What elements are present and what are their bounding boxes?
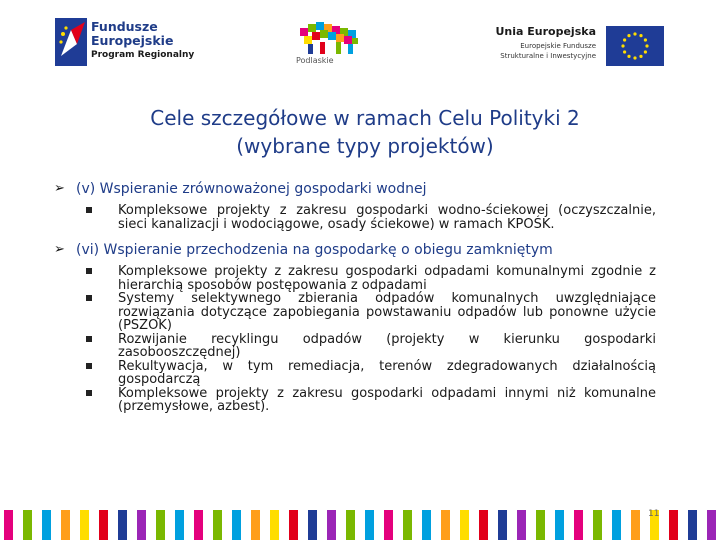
- decorative-stripe: [460, 510, 469, 540]
- bison-icon: [292, 18, 374, 58]
- unia-europejska-logo: [488, 24, 668, 70]
- list-item-text: Kompleksowe projekty z zakresu gospodarki odpadami innymi niż komunalne (przemysłowe, azbest).: [118, 385, 656, 414]
- section-heading-text: (v) Wspieranie zrównoważonej gospodarki wodnej: [76, 181, 427, 197]
- decorative-stripe: [498, 510, 507, 540]
- fe-logo-line1: Fundusze: [91, 19, 158, 34]
- square-bullet-icon: [86, 207, 92, 213]
- decorative-stripe: [80, 510, 89, 540]
- decorative-stripe: [175, 510, 184, 540]
- list-item-text: Kompleksowe projekty z zakresu gospodarki odpadami komunalnymi zgodnie z hierarchią sposobów postępowania z odpadami: [118, 264, 656, 293]
- decorative-stripe: [555, 510, 564, 540]
- ue-logo-line3: Strukturalne i Inwestycyjne: [500, 52, 596, 60]
- decorative-stripe: [517, 510, 526, 540]
- decorative-stripe: [232, 510, 241, 540]
- decorative-stripe: [593, 510, 602, 540]
- arrow-bullet-icon: ➢: [54, 242, 65, 257]
- decorative-color-strip: [0, 508, 720, 540]
- fe-logo-line3: Program Regionalny: [91, 50, 195, 60]
- list-item-text: Kompleksowe projekty z zakresu gospodarki wodno-ściekowej (oczyszczalnie, sieci kanalizacji i wodociągowe, osady ściekowe) w ramach KPOŚK.: [118, 203, 656, 232]
- list-item: [48, 333, 656, 360]
- decorative-stripe: [23, 510, 32, 540]
- section-v-list: [48, 204, 656, 231]
- decorative-stripe: [42, 510, 51, 540]
- podlaskie-label: Podlaskie: [296, 56, 334, 65]
- decorative-stripe: [707, 510, 716, 540]
- decorative-stripe: [270, 510, 279, 540]
- header: [0, 0, 720, 95]
- list-item: [48, 265, 656, 292]
- ue-logo-line2: Europejskie Fundusze: [520, 42, 596, 50]
- decorative-stripe: [365, 510, 374, 540]
- fundusze-europejskie-logo: [55, 18, 195, 70]
- section-heading-text: (vi) Wspieranie przechodzenia na gospodarkę o obiegu zamkniętym: [76, 242, 553, 258]
- decorative-stripe: [574, 510, 583, 540]
- decorative-stripe: [327, 510, 336, 540]
- decorative-stripe: [194, 510, 203, 540]
- ue-logo-text: [466, 27, 596, 61]
- decorative-stripe: [308, 510, 317, 540]
- decorative-stripe: [346, 510, 355, 540]
- list-item-text: Systemy selektywnego zbierania odpadów komunalnych uwzględniające rozwiązania dotyczące zapobiegania powstawaniu odpadów lub ponowne użycie (PSZOK): [118, 291, 656, 333]
- decorative-stripe: [403, 510, 412, 540]
- decorative-stripe: [612, 510, 621, 540]
- list-item-text: Rozwijanie recyklingu odpadów (projekty w kierunku gospodarki zasobooszczędnej): [118, 331, 656, 360]
- fe-logo-line2: Europejskie: [91, 33, 174, 48]
- list-item: [48, 204, 656, 231]
- arrow-bullet-icon: ➢: [54, 181, 65, 196]
- section-heading-v: [48, 180, 656, 198]
- page-number: 11: [648, 509, 660, 519]
- decorative-stripe: [536, 510, 545, 540]
- title-line2: (wybrane typy projektów): [236, 134, 494, 158]
- decorative-stripe: [479, 510, 488, 540]
- decorative-stripe: [213, 510, 222, 540]
- decorative-stripe: [251, 510, 260, 540]
- list-item: [48, 387, 656, 414]
- decorative-stripe: [669, 510, 678, 540]
- square-bullet-icon: [86, 363, 92, 369]
- title-line1: Cele szczegółowe w ramach Celu Polityki 2: [150, 106, 580, 130]
- decorative-stripe: [384, 510, 393, 540]
- decorative-stripe: [4, 510, 13, 540]
- decorative-stripe: [61, 510, 70, 540]
- content: [48, 180, 656, 422]
- list-item: [48, 292, 656, 333]
- square-bullet-icon: [86, 295, 92, 301]
- decorative-stripe: [441, 510, 450, 540]
- decorative-stripe: [118, 510, 127, 540]
- square-bullet-icon: [86, 336, 92, 342]
- decorative-stripe: [289, 510, 298, 540]
- list-item-text: Rekultywacja, w tym remediacja, terenów zdegradowanych działalnością gospodarczą: [118, 358, 656, 387]
- section-vi-list: [48, 265, 656, 414]
- fe-flag-icon: [55, 18, 87, 66]
- slide-title: [60, 104, 670, 160]
- section-heading-vi: [48, 241, 656, 259]
- square-bullet-icon: [86, 268, 92, 274]
- decorative-stripe: [688, 510, 697, 540]
- list-item: [48, 360, 656, 387]
- decorative-stripe: [156, 510, 165, 540]
- decorative-stripe: [422, 510, 431, 540]
- decorative-stripe: [99, 510, 108, 540]
- podlaskie-logo: [292, 18, 374, 70]
- decorative-stripe: [137, 510, 146, 540]
- ue-logo-line1: Unia Europejska: [495, 25, 596, 38]
- square-bullet-icon: [86, 390, 92, 396]
- fe-logo-text: [91, 20, 194, 62]
- eu-flag-icon: [606, 26, 664, 66]
- decorative-stripe: [631, 510, 640, 540]
